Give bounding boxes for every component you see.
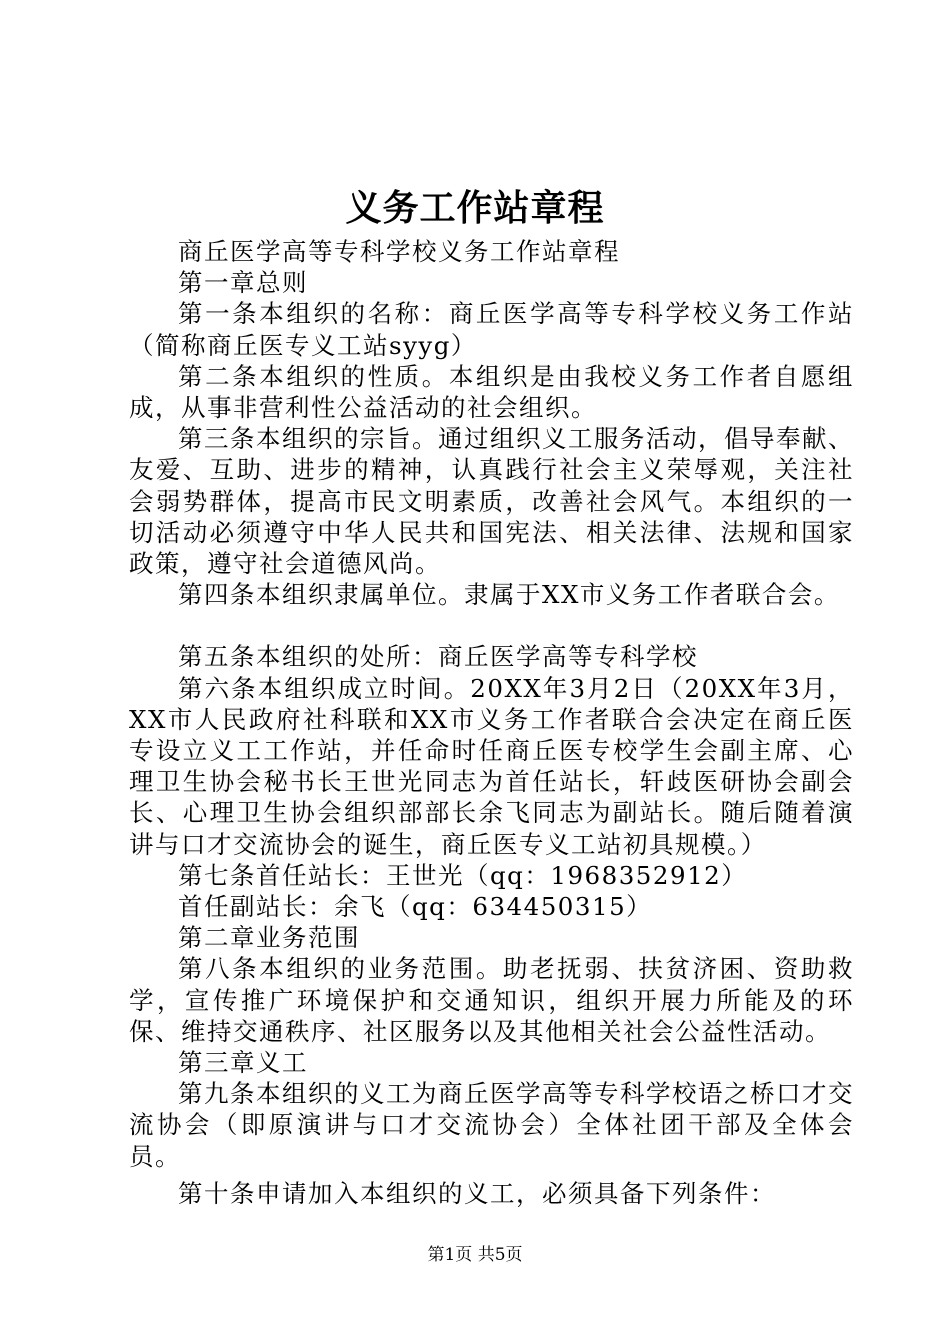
chapter-heading-1: 第一章总则 [178,268,308,298]
article-6: 第六条本组织成立时间。20XX年3月2日（20XX年3月，XX市人民政府社科联和XX市义务工作者联合会决定在商丘医专设立义工工作站，并任命时任商丘医专校学生会副主席、心理卫生协会秘书长王世光同志为首任站长，轩歧医研协会副会长、心理卫生协会组织部部长余飞同志为副站长。随后随着演讲与口才交流协会的诞生，商丘医专义工站初具规模。） [129,673,854,859]
article-2: 第二条本组织的性质。本组织是由我校义务工作者自愿组成，从事非营利性公益活动的社会组织。 [129,361,854,423]
deputy-station-head: 首任副站长：余飞（qq：634450315） [178,892,653,922]
article-5: 第五条本组织的处所：商丘医学高等专科学校 [178,642,698,672]
article-10: 第十条申请加入本组织的义工，必须具备下列条件： [178,1178,776,1208]
paragraph-subtitle: 商丘医学高等专科学校义务工作站章程 [178,237,620,266]
article-9: 第九条本组织的义工为商丘医学高等专科学校语之桥口才交流协会（即原演讲与口才交流协会）全体社团干部及全体会员。 [129,1079,854,1171]
document-title: 义务工作站章程 [345,187,605,229]
article-7: 第七条首任站长：王世光（qq：1968352912） [178,860,748,890]
page-footer: 第1页 共5页 [427,1245,523,1265]
article-1: 第一条本组织的名称：商丘医学高等专科学校义务工作站（简称商丘医专义工站syyg） [129,299,854,360]
article-4: 第四条本组织隶属单位。隶属于XX市义务工作者联合会。 [178,580,840,610]
chapter-heading-3: 第三章义工 [178,1048,308,1078]
article-3: 第三条本组织的宗旨。通过组织义工服务活动，倡导奉献、友爱、互助、进步的精神，认真践行社会主义荣辱观，关注社会弱势群体，提高市民文明素质，改善社会风气。本组织的一切活动必须遵守中华人民共和国宪法、相关法律、法规和国家政策，遵守社会道德风尚。 [129,424,854,579]
article-8: 第八条本组织的业务范围。助老抚弱、扶贫济困、资助救学，宣传推广环境保护和交通知识，组织开展力所能及的环保、维持交通秩序、社区服务以及其他相关社会公益性活动。 [129,954,854,1046]
chapter-heading-2: 第二章业务范围 [178,923,360,953]
document-body [129,236,854,1209]
